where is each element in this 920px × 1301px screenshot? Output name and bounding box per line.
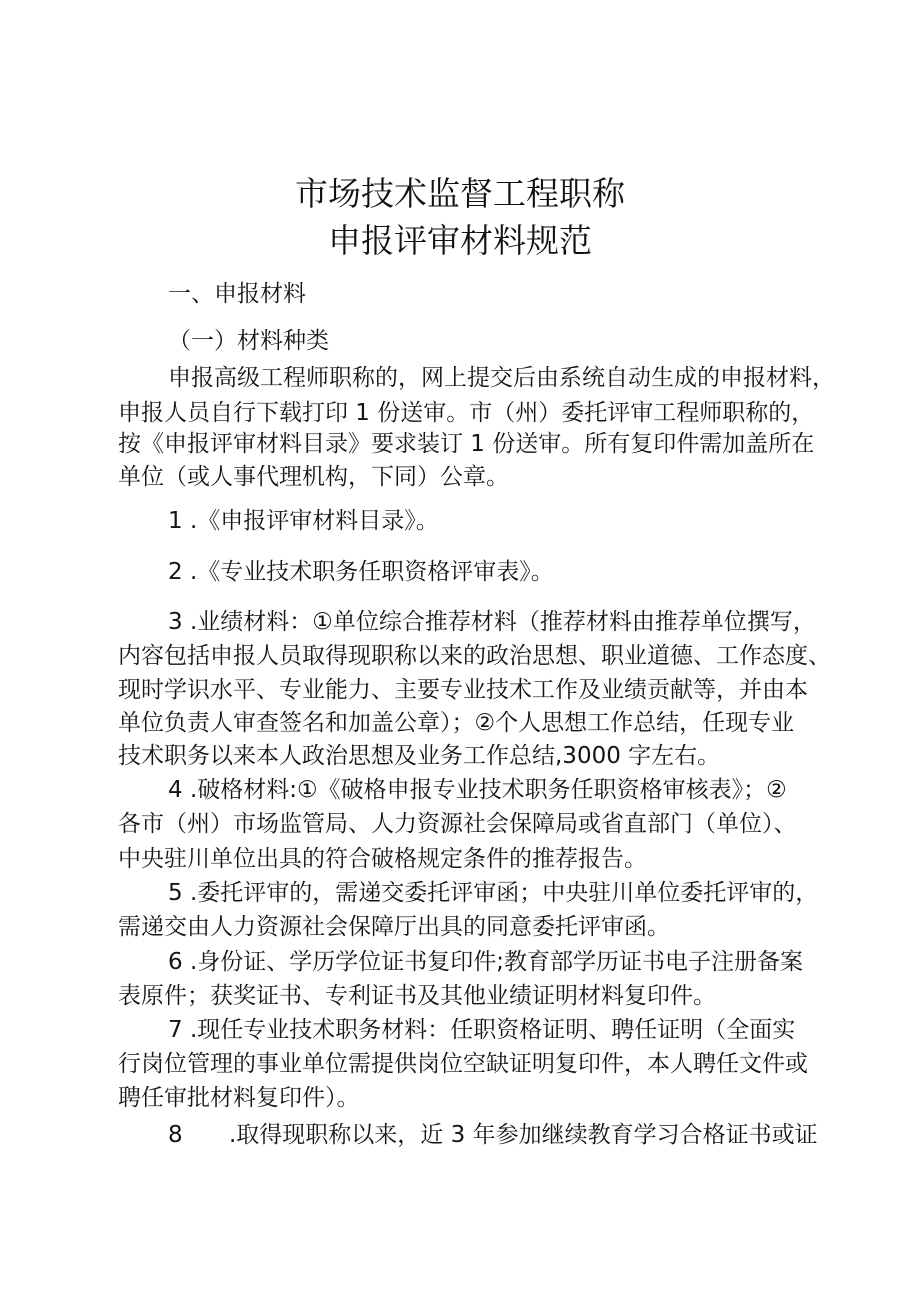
list-item-4-line-2: 各市（州）市场监管局、人力资源社会保障局或省直部门（单位）、 <box>118 811 797 837</box>
subsection-heading: （一）材料种类 <box>168 328 329 354</box>
list-item-7-line-1: 7 .现任专业技术职务材料：任职资格证明、聘任证明（全面实 <box>168 1017 796 1043</box>
list-item-4-line-3: 中央驻川单位出具的符合破格规定条件的推荐报告。 <box>118 846 647 872</box>
intro-line-3: 按《申报评审材料目录》要求装订 1 份送审。所有复印件需加盖所在 <box>118 431 815 457</box>
intro-line-1: 申报高级工程师职称的，网上提交后由系统自动生成的申报材料， <box>168 365 835 391</box>
intro-line-2: 申报人员自行下载打印 1 份送审。市（州）委托评审工程师职称的， <box>118 400 815 426</box>
list-item-8-line-1: .取得现职称以来，近 3 年参加继续教育学习合格证书或证 <box>229 1122 818 1148</box>
list-item-3-line-1: 3 .业绩材料：①单位综合推荐材料（推荐材料由推荐单位撰写， <box>168 609 816 635</box>
document-title-line-1: 市场技术监督工程职称 <box>295 174 625 213</box>
list-item-7-line-3: 聘任审批材料复印件）。 <box>118 1085 360 1111</box>
section-heading: 一、申报材料 <box>168 281 306 307</box>
document-title-line-2: 申报评审材料规范 <box>328 221 592 260</box>
list-item-5-line-2: 需递交由人力资源社会保障厅出具的同意委托评审函。 <box>118 914 670 940</box>
list-item-6-line-1: 6 .身份证、学历学位证书复印件;教育部学历证书电子注册备案 <box>168 949 804 975</box>
list-item-4-line-1: 4 .破格材料:①《破格申报专业技术职务任职资格审核表》；② <box>168 777 787 803</box>
list-item-3-line-4: 单位负责人审查签名和加盖公章）；②个人思想工作总结，任现专业 <box>118 710 795 736</box>
list-item-5-line-1: 5 .委托评审的，需递交委托评审函；中央驻川单位委托评审的， <box>168 880 819 906</box>
list-item-3-line-3: 现时学识水平、专业能力、主要专业技术工作及业绩贡献等，并由本 <box>118 677 808 703</box>
list-item-3-line-2: 内容包括申报人员取得现职称以来的政治思想、职业道德、工作态度、 <box>118 643 831 669</box>
list-item-7-line-2: 行岗位管理的事业单位需提供岗位空缺证明复印件，本人聘任文件或 <box>118 1051 808 1077</box>
list-item-1: 1 .《申报评审材料目录》。 <box>168 508 439 534</box>
list-item-3-line-5: 技术职务以来本人政治思想及业务工作总结,3000 字左右。 <box>118 743 721 769</box>
intro-line-4: 单位（或人事代理机构，下同）公章。 <box>118 464 509 490</box>
list-item-6-line-2: 表原件；获奖证书、专利证书及其他业绩证明材料复印件。 <box>118 983 716 1009</box>
list-item-2: 2 .《专业技术职务任职资格评审表》。 <box>168 559 554 585</box>
list-item-8-number: 8 <box>168 1122 183 1148</box>
